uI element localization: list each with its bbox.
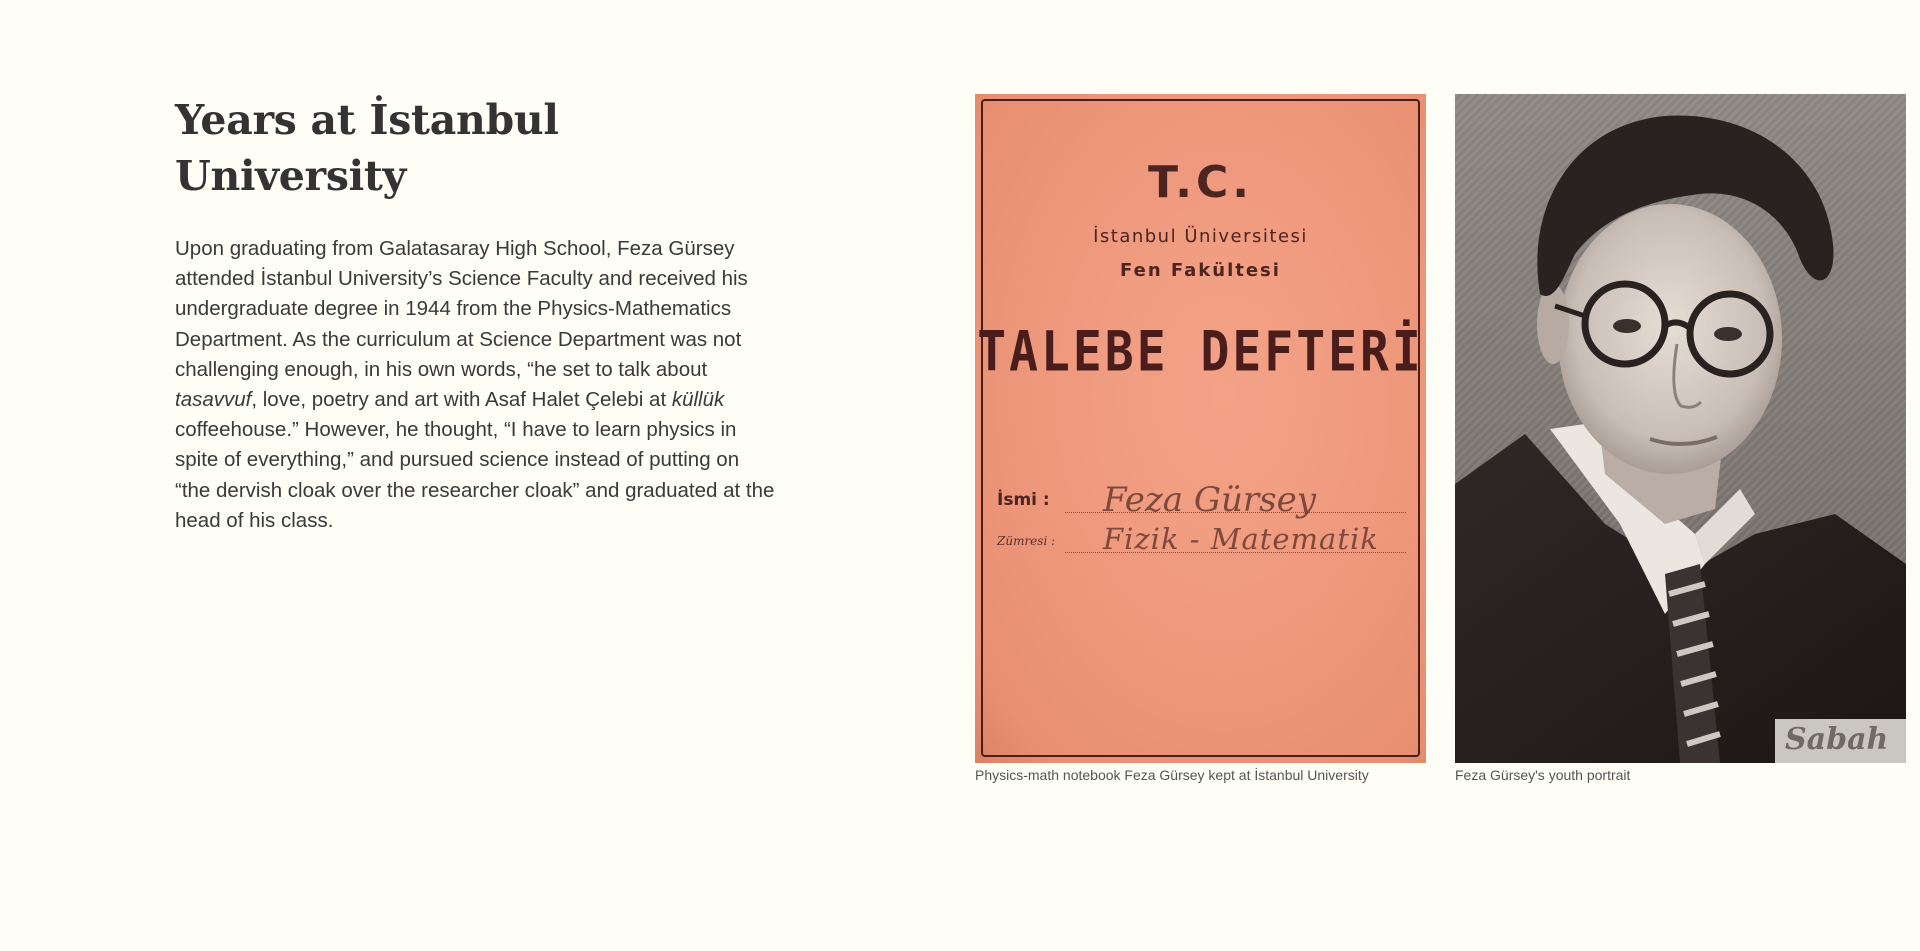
notebook-title-text: TALEBE DEFTERİ <box>977 319 1424 385</box>
portrait-stamp-text: Sabah <box>1785 722 1889 757</box>
notebook-name-handwriting: Feza Gürsey <box>1103 480 1316 520</box>
paragraph-text-1: Upon graduating from Galatasaray High School, Feza Gürsey attended İstanbul University’s Science Faculty and received his undergraduate degree in 1944 from the Physics-Mathematics Department. As the curriculum at Science Department was not challenging enough, in his own words, “he set to talk about <box>175 237 748 381</box>
notebook-tc-text: T.C. <box>1147 157 1254 208</box>
notebook-name-label: İsmi : <box>997 490 1050 510</box>
notebook-group-label: Zümresi : <box>997 534 1056 548</box>
portrait-caption: Feza Gürsey's youth portrait <box>1455 767 1631 783</box>
notebook-caption: Physics-math notebook Feza Gürsey kept at İstanbul University <box>975 767 1369 783</box>
notebook-faculty-text: Fen Fakültesi <box>1120 260 1281 281</box>
notebook-figure <box>975 94 1426 784</box>
section-paragraph <box>175 234 775 536</box>
text-column <box>175 92 775 536</box>
notebook-group-handwriting: Fizik - Matematik <box>1103 522 1379 556</box>
portrait-illustration <box>1455 94 1906 763</box>
paragraph-term-kulluk: küllük <box>671 388 725 412</box>
section-heading: Years at İstanbul University <box>175 96 559 200</box>
paragraph-text-3: coffeehouse.” However, he thought, “I have to learn physics in spite of everything,” and pursued science instead of putting on “the dervish cloak over the researcher cloak” and graduated at the head of his class. <box>175 418 775 532</box>
paragraph-term-tasavvuf: tasavvuf <box>175 388 252 412</box>
portrait-figure <box>1455 94 1906 784</box>
notebook-university-text: İstanbul Üniversitesi <box>1093 226 1308 247</box>
paragraph-text-2: , love, poetry and art with Asaf Halet Çelebi at <box>251 388 672 412</box>
notebook-cover-image <box>975 94 1426 763</box>
portrait-image <box>1455 94 1906 763</box>
